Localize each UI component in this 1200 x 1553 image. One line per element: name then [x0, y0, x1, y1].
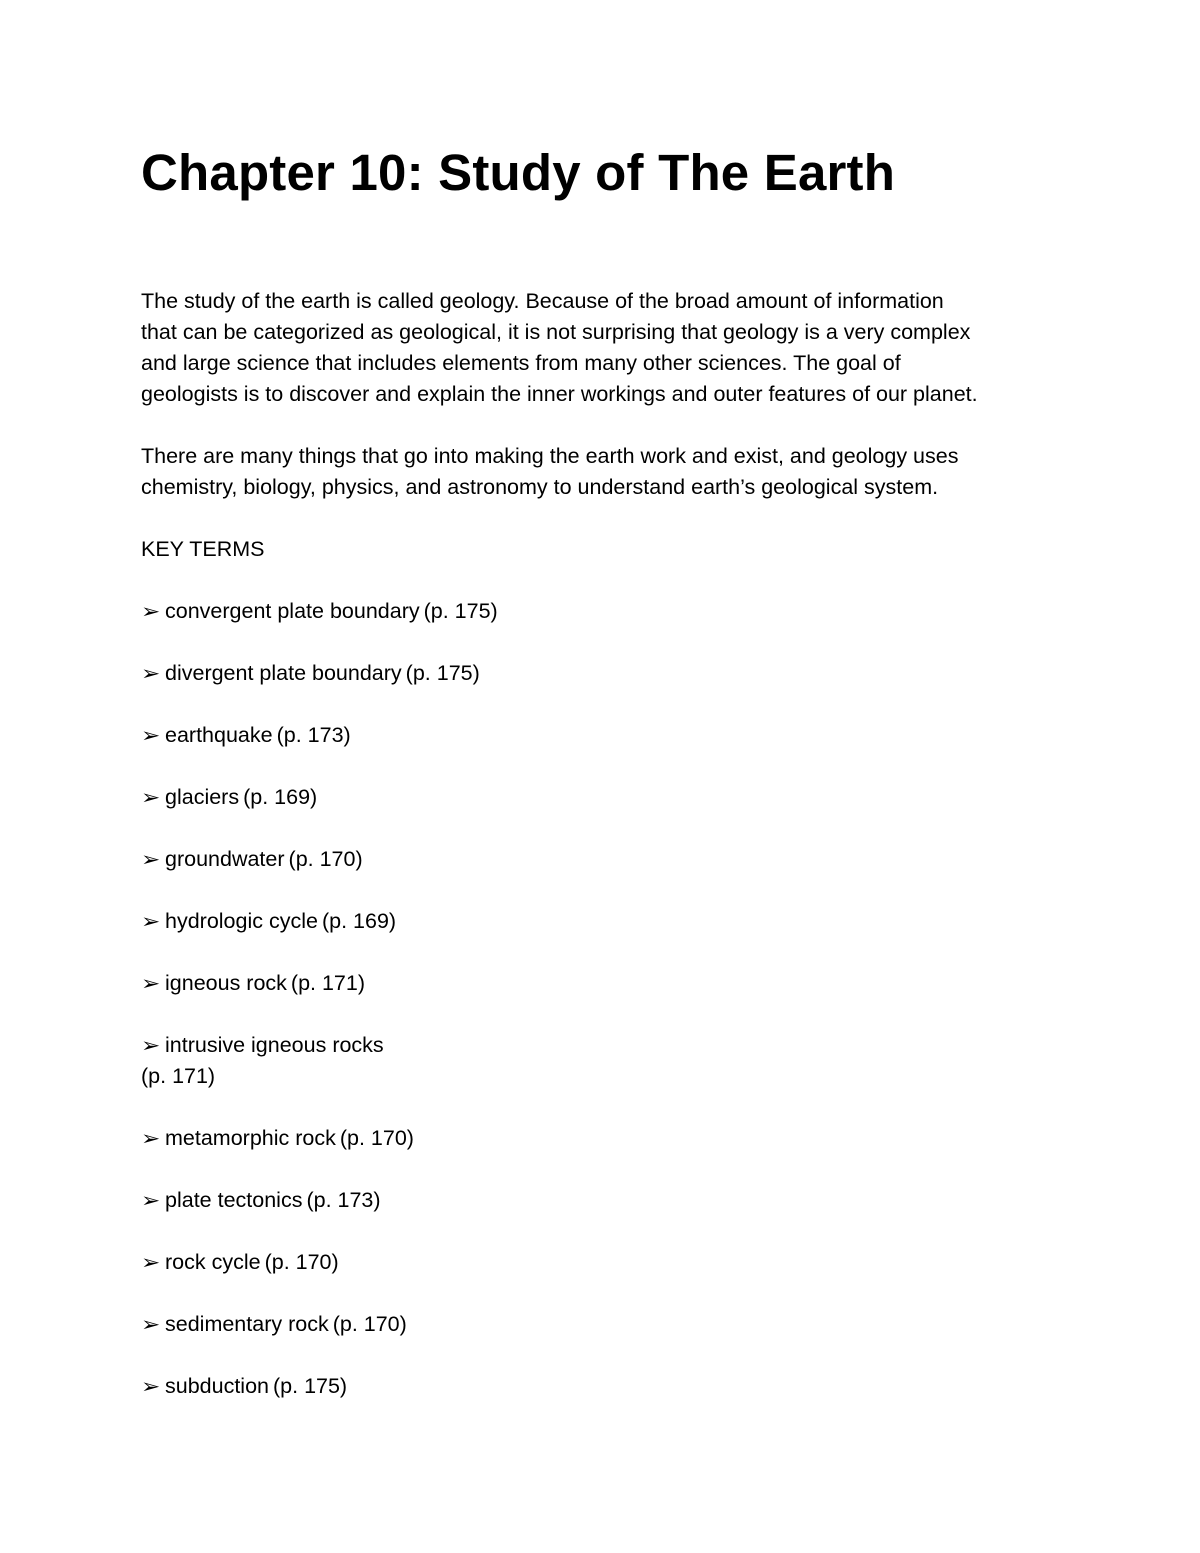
key-term-page: (p. 170)	[264, 1250, 339, 1274]
paragraph-line: The study of the earth is called geology. Because of the broad amount of information	[141, 289, 944, 313]
key-term-name: subduction	[165, 1374, 269, 1398]
key-term-page: (p. 171)	[290, 971, 366, 995]
key-term-item	[141, 596, 1081, 627]
key-term-page: (p. 170)	[332, 1312, 407, 1336]
key-term-name: groundwater	[165, 847, 285, 871]
paragraph-line: chemistry, biology, physics, and astronomy to understand earth’s geological system.	[141, 475, 939, 499]
paragraph-line: that can be categorized as geological, it is not surprising that geology is a very complex	[141, 320, 971, 344]
key-term-name: igneous rock	[165, 971, 287, 995]
key-term-name: plate tectonics	[165, 1188, 303, 1212]
page-title: Chapter 10: Study of The Earth	[141, 144, 896, 201]
arrow-bullet-icon: ➢	[141, 1250, 161, 1274]
arrow-bullet-icon: ➢	[141, 1126, 161, 1150]
key-term-name: glaciers	[165, 785, 240, 809]
document-page	[141, 138, 1081, 1402]
arrow-bullet-icon: ➢	[141, 661, 161, 685]
arrow-bullet-icon: ➢	[141, 1374, 161, 1398]
key-term-item	[141, 782, 1081, 813]
key-term-item	[141, 844, 1081, 875]
key-term-page: (p. 173)	[306, 1188, 381, 1212]
key-term-name: rock cycle	[165, 1250, 261, 1274]
key-term-name: intrusive igneous rocks	[165, 1033, 384, 1057]
arrow-bullet-icon: ➢	[141, 1188, 161, 1212]
key-term-item	[141, 968, 1081, 999]
arrow-bullet-icon: ➢	[141, 599, 161, 623]
key-term-item	[141, 1185, 1081, 1216]
key-term-page: (p. 175)	[273, 1374, 348, 1398]
key-term-item	[141, 720, 1081, 751]
key-term-item	[141, 1371, 1081, 1402]
arrow-bullet-icon: ➢	[141, 785, 161, 809]
key-term-page: (p. 173)	[276, 723, 351, 747]
key-term-page: (p. 169)	[321, 909, 397, 933]
intro-paragraph	[141, 286, 1081, 410]
key-term-name: divergent plate boundary	[165, 661, 402, 685]
key-terms-list	[141, 596, 1081, 1402]
key-term-name: metamorphic rock	[165, 1126, 336, 1150]
key-term-item	[141, 1309, 1081, 1340]
key-term-page: (p. 175)	[405, 661, 480, 685]
arrow-bullet-icon: ➢	[141, 909, 161, 933]
key-term-page: (p. 170)	[288, 847, 363, 871]
arrow-bullet-icon: ➢	[141, 971, 161, 995]
key-term-name: earthquake	[165, 723, 273, 747]
key-term-page: (p. 170)	[339, 1126, 414, 1150]
arrow-bullet-icon: ➢	[141, 1033, 161, 1057]
key-term-item	[141, 1123, 1081, 1154]
key-term-page: (p. 171)	[141, 1064, 216, 1088]
paragraph-line: and large science that includes elements from many other sciences. The goal of	[141, 351, 901, 375]
arrow-bullet-icon: ➢	[141, 847, 161, 871]
key-term-item	[141, 906, 1081, 937]
key-term-name: hydrologic cycle	[165, 909, 318, 933]
arrow-bullet-icon: ➢	[141, 1312, 161, 1336]
paragraph-line: geologists is to discover and explain the inner workings and outer features of our planet.	[141, 382, 978, 406]
key-term-item	[141, 1247, 1081, 1278]
key-term-item	[141, 1030, 1081, 1092]
key-term-item	[141, 658, 1081, 689]
key-term-name: convergent plate boundary	[165, 599, 420, 623]
second-paragraph	[141, 441, 1081, 503]
key-term-name: sedimentary rock	[165, 1312, 329, 1336]
paragraph-line: There are many things that go into making the earth work and exist, and geology uses	[141, 444, 959, 468]
key-terms-heading: KEY TERMS	[141, 537, 265, 561]
key-term-page: (p. 169)	[243, 785, 318, 809]
arrow-bullet-icon: ➢	[141, 723, 161, 747]
key-term-page: (p. 175)	[423, 599, 498, 623]
